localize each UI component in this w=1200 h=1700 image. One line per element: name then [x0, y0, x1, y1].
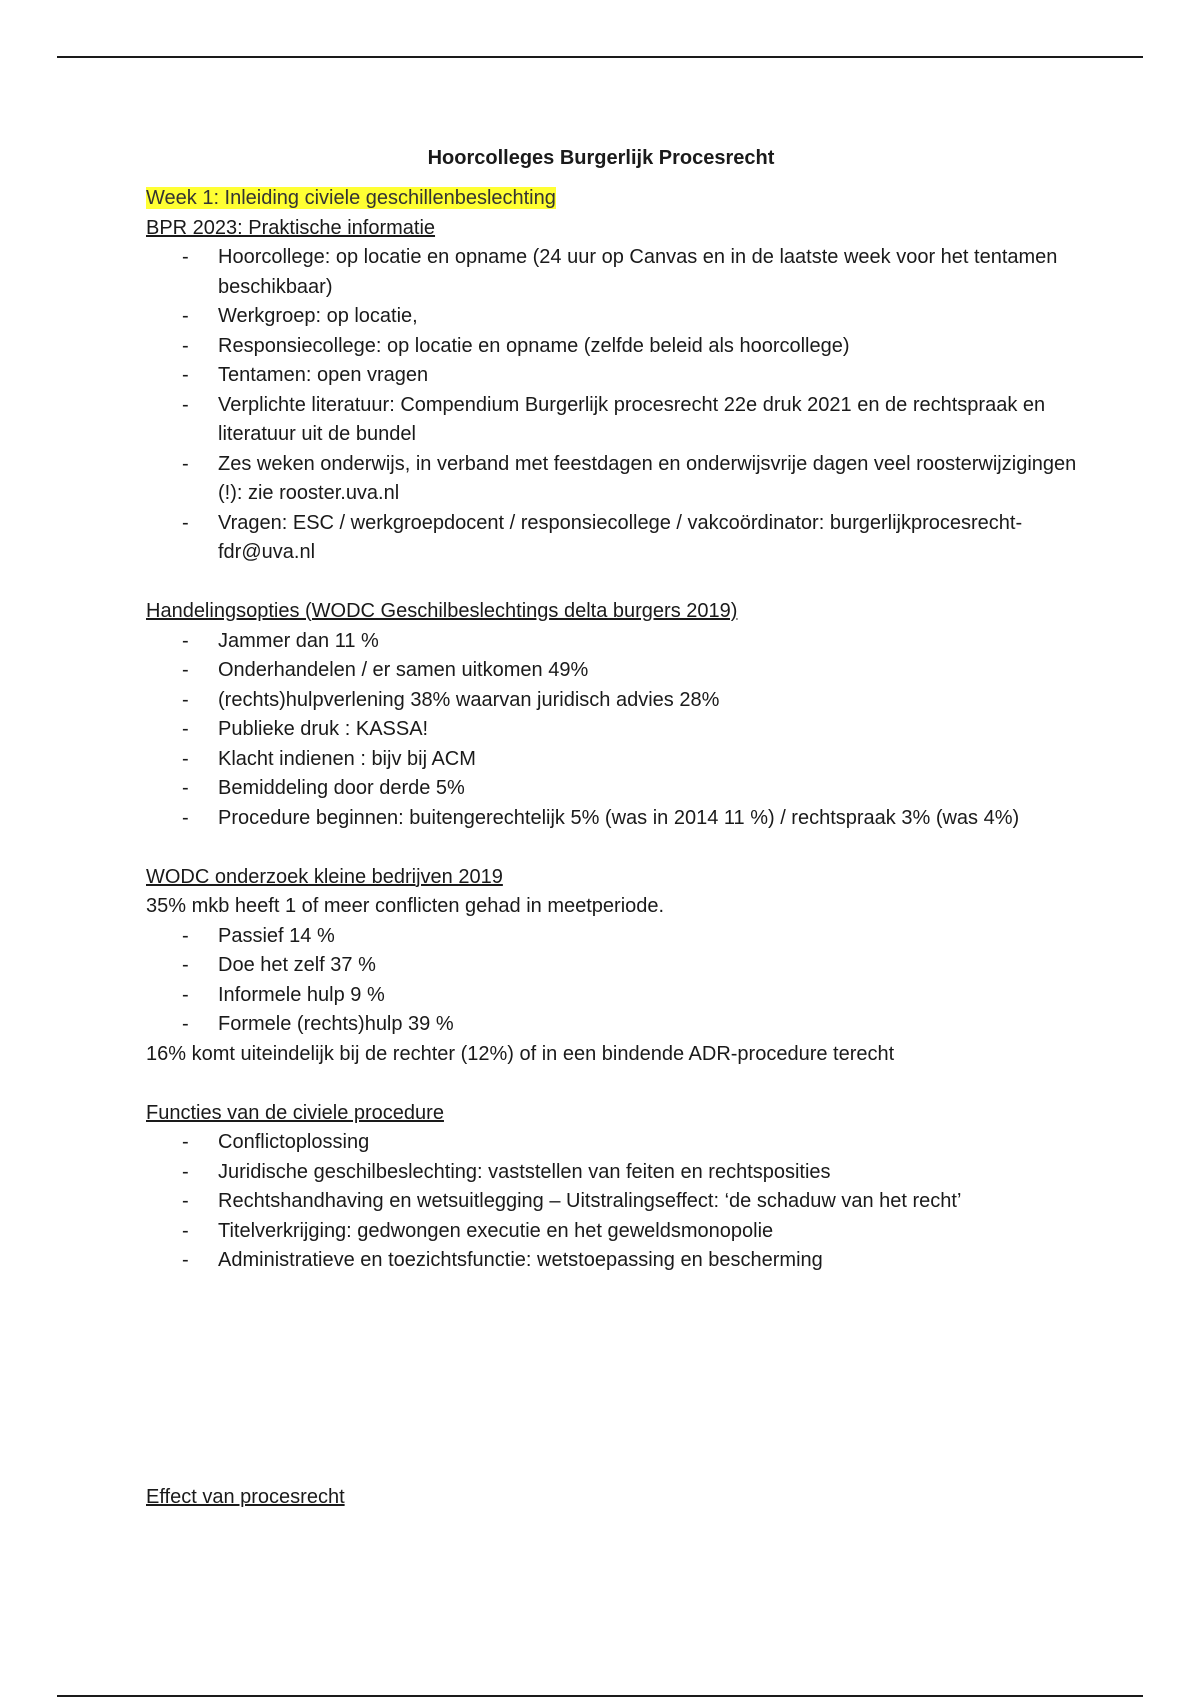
- bullet: -: [182, 305, 189, 327]
- list-item: [146, 686, 1086, 716]
- wodc-outro: 16% komt uiteindelijk bij de rechter (12%) of in een bindende ADR-procedure terecht: [146, 1042, 895, 1065]
- list-item-text: Hoorcollege: op locatie en opname (24 uur op Canvas en in de laatste week voor het tentamen beschikbaar): [218, 246, 1058, 298]
- page-title: Hoorcolleges Burgerlijk Procesrecht: [427, 147, 775, 169]
- week-heading: [146, 184, 1086, 214]
- list-item-text: Doe het zelf 37 %: [218, 954, 376, 976]
- list-item-text: Verplichte literatuur: Compendium Burgerlijk procesrecht 22e druk 2021 en de rechtspraak en literatuur uit de bundel: [218, 393, 1046, 445]
- list-item-text: Klacht indienen : bijv bij ACM: [218, 747, 476, 770]
- list-item: [146, 243, 1086, 302]
- list-item: [146, 1246, 1086, 1276]
- list-item-text: Passief 14 %: [218, 924, 335, 947]
- list-item-text: Informele hulp 9 %: [218, 983, 385, 1006]
- spacer: [146, 568, 1086, 598]
- bullet: -: [182, 452, 189, 475]
- list-item: [146, 804, 1086, 834]
- list-item: [146, 1217, 1086, 1247]
- list-item: [146, 302, 1086, 332]
- options-list: [146, 627, 1086, 834]
- list-item: [146, 715, 1086, 745]
- bullet: -: [182, 1013, 189, 1035]
- bullet: -: [182, 364, 189, 386]
- bullet: -: [182, 659, 189, 681]
- bullet: -: [182, 1249, 189, 1271]
- list-item: [146, 745, 1086, 775]
- spacer: [146, 1276, 1086, 1483]
- list-item-text: Werkgroep: op locatie,: [218, 305, 418, 327]
- list-item: [146, 981, 1086, 1011]
- list-item: [146, 332, 1086, 362]
- list-item-text: Bemiddeling door derde 5%: [218, 777, 465, 799]
- info-list: [146, 243, 1086, 568]
- bullet: -: [182, 511, 189, 534]
- list-item-text: Onderhandelen / er samen uitkomen 49%: [218, 659, 589, 681]
- list-item: [146, 391, 1086, 450]
- list-item-text: Jammer dan 11 %: [218, 629, 379, 652]
- wodc-intro: 35% mkb heeft 1 of meer conflicten gehad in meetperiode.: [146, 895, 665, 917]
- page-top-rule: [57, 56, 1143, 58]
- list-item-text: Publieke druk : KASSA!: [218, 718, 429, 740]
- list-item-text: Administratieve en toezichtsfunctie: wetstoepassing en bescherming: [218, 1249, 823, 1271]
- bullet: -: [182, 246, 189, 268]
- list-item-text: Zes weken onderwijs, in verband met feestdagen en onderwijsvrije dagen veel roosterwijzigingen (!): zie rooster.uva.nl: [218, 452, 1077, 504]
- list-item-text: Procedure beginnen: buitengerechtelijk 5% (was in 2014 11 %) / rechtspraak 3% (was 4%): [218, 806, 1020, 829]
- bullet: -: [182, 629, 189, 652]
- list-item-text: Titelverkrijging: gedwongen executie en het geweldsmonopolie: [218, 1219, 774, 1242]
- spacer: [146, 1069, 1086, 1099]
- list-item: [146, 922, 1086, 952]
- section-heading-info: BPR 2023: Praktische informatie: [146, 216, 436, 239]
- functions-list: [146, 1128, 1086, 1276]
- bullet: -: [182, 688, 189, 711]
- list-item: [146, 1128, 1086, 1158]
- list-item-text: Vragen: ESC / werkgroepdocent / responsiecollege / vakcoördinator: burgerlijkprocesrecht-fdr@uva.nl: [218, 511, 1023, 563]
- bullet: -: [182, 747, 189, 770]
- list-item: [146, 774, 1086, 804]
- week-heading-text: Week 1: Inleiding civiele geschillenbeslechting: [146, 187, 556, 209]
- section-heading-functions: Functies van de civiele procedure: [146, 1101, 444, 1124]
- list-item: [146, 509, 1086, 568]
- section-heading-effect: Effect van procesrecht: [146, 1485, 345, 1508]
- list-item-text: Responsiecollege: op locatie en opname (zelfde beleid als hoorcollege): [218, 334, 850, 357]
- list-item: [146, 1187, 1086, 1217]
- bullet: -: [182, 718, 189, 740]
- bullet: -: [182, 393, 189, 416]
- list-item-text: (rechts)hulpverlening 38% waarvan juridisch advies 28%: [218, 688, 720, 711]
- list-item-text: Rechtshandhaving en wetsuitlegging – Uitstralingseffect: ‘de schaduw van het recht’: [218, 1190, 962, 1212]
- bullet: -: [182, 924, 189, 947]
- bullet: -: [182, 1190, 189, 1212]
- page-bottom-rule: [57, 1695, 1143, 1697]
- bullet: -: [182, 1160, 189, 1183]
- list-item-text: Juridische geschilbeslechting: vaststellen van feiten en rechtsposities: [218, 1160, 831, 1183]
- spacer: [146, 833, 1086, 863]
- list-item: [146, 1158, 1086, 1188]
- bullet: -: [182, 983, 189, 1006]
- bullet: -: [182, 954, 189, 976]
- list-item: [146, 361, 1086, 391]
- list-item: [146, 1010, 1086, 1040]
- bullet: -: [182, 334, 189, 357]
- section-heading-wodc: WODC onderzoek kleine bedrijven 2019: [146, 865, 503, 888]
- list-item-text: Formele (rechts)hulp 39 %: [218, 1013, 454, 1035]
- list-item: [146, 951, 1086, 981]
- bullet: -: [182, 1219, 189, 1242]
- bullet: -: [182, 1131, 189, 1153]
- list-item: [146, 627, 1086, 657]
- list-item: [146, 656, 1086, 686]
- list-item-text: Conflictoplossing: [218, 1131, 370, 1153]
- bullet: -: [182, 806, 189, 829]
- bullet: -: [182, 777, 189, 799]
- wodc-list: [146, 922, 1086, 1040]
- section-heading-options: Handelingsopties (WODC Geschilbeslechtings delta burgers 2019): [146, 600, 738, 622]
- list-item-text: Tentamen: open vragen: [218, 364, 429, 386]
- document-body: [146, 144, 1086, 1512]
- list-item: [146, 450, 1086, 509]
